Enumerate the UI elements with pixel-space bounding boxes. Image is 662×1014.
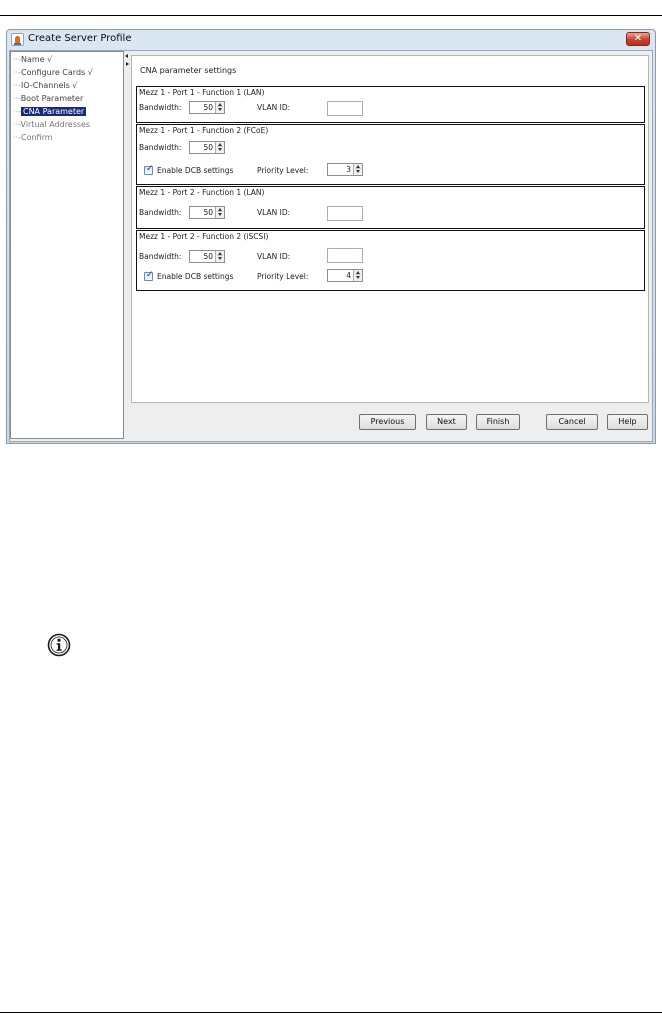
group-title: Mezz 1 - Port 1 - Function 1 (LAN): [139, 88, 265, 97]
bandwidth-label: Bandwidth:: [139, 252, 182, 261]
tree-item-confirm[interactable]: [13, 132, 53, 144]
tree-connector: ··-: [13, 107, 21, 116]
bandwidth-value: 50: [203, 208, 213, 217]
tree-item-io-channels[interactable]: [13, 80, 77, 92]
tree-connector: ··-: [13, 94, 21, 103]
bandwidth-spinner[interactable]: [189, 250, 225, 263]
spin-down-icon[interactable]: [217, 147, 223, 152]
bandwidth-value: 50: [203, 103, 213, 112]
expand-right-icon[interactable]: [126, 62, 129, 66]
priority-level-value: 4: [346, 271, 351, 280]
close-button[interactable]: ✕: [626, 32, 650, 46]
priority-level-label: Priority Level:: [257, 272, 309, 281]
enable-dcb-checkbox[interactable]: [144, 272, 153, 281]
info-icon: [47, 633, 71, 657]
enable-dcb-label: Enable DCB settings: [157, 166, 234, 175]
bandwidth-spinner[interactable]: [189, 141, 225, 154]
splitter[interactable]: [124, 51, 130, 439]
spinner-buttons: [215, 207, 224, 218]
bandwidth-value: 50: [203, 143, 213, 152]
spin-down-icon[interactable]: [355, 169, 361, 174]
cna-group-port2-func1: [136, 186, 645, 229]
vlan-id-input[interactable]: [327, 248, 363, 263]
spin-down-icon[interactable]: [217, 256, 223, 261]
cna-group-port1-func1: [136, 86, 645, 123]
bandwidth-label: Bandwidth:: [139, 143, 182, 152]
spinner-buttons: [215, 251, 224, 262]
priority-level-spinner[interactable]: [327, 269, 363, 282]
checkmark-icon: ✓: [146, 164, 154, 174]
cancel-button[interactable]: Cancel: [546, 414, 598, 430]
bandwidth-spinner[interactable]: [189, 101, 225, 114]
vlan-id-input[interactable]: [327, 101, 363, 116]
bottom-rule: [0, 1012, 662, 1013]
tree-connector: ··-: [13, 120, 21, 129]
tree-item-virtual-addresses[interactable]: [13, 119, 90, 131]
tree-item-label: Name √: [20, 55, 53, 64]
priority-level-value: 3: [346, 165, 351, 174]
spin-down-icon[interactable]: [217, 212, 223, 217]
wizard-step-tree: [10, 51, 124, 439]
spinner-buttons: [353, 270, 362, 281]
bandwidth-value: 50: [203, 252, 213, 261]
tree-connector: ··-: [13, 68, 21, 77]
next-button[interactable]: Next: [426, 414, 467, 430]
vlan-id-label: VLAN ID:: [257, 252, 291, 261]
top-rule: [0, 15, 662, 16]
tree-item-label: Virtual Addresses: [20, 120, 91, 129]
spinner-buttons: [353, 164, 362, 175]
enable-dcb-checkbox[interactable]: [144, 166, 153, 175]
tree-item-name[interactable]: [13, 54, 52, 66]
java-app-icon: [11, 33, 24, 46]
group-title: Mezz 1 - Port 2 - Function 2 (iSCSI): [139, 232, 269, 241]
spinner-buttons: [215, 142, 224, 153]
priority-level-spinner[interactable]: [327, 163, 363, 176]
cna-settings-panel: [131, 55, 649, 403]
tree-item-cna-parameter[interactable]: [13, 106, 86, 118]
tree-item-boot-parameter[interactable]: [13, 93, 83, 105]
finish-button[interactable]: Finish: [476, 414, 520, 430]
tree-item-configure-cards[interactable]: [13, 67, 93, 79]
panel-title: CNA parameter settings: [140, 66, 237, 75]
priority-level-label: Priority Level:: [257, 166, 309, 175]
tree-item-label: Configure Cards √: [20, 68, 93, 77]
tree-item-label: Boot Parameter: [20, 94, 84, 103]
bandwidth-spinner[interactable]: [189, 206, 225, 219]
tree-item-label: Confirm: [20, 133, 53, 142]
vlan-id-label: VLAN ID:: [257, 103, 291, 112]
previous-button[interactable]: Previous: [359, 414, 416, 430]
spinner-buttons: [215, 102, 224, 113]
tree-connector: ··-: [13, 133, 21, 142]
tree-connector: ··-: [13, 81, 21, 90]
checkmark-icon: ✓: [146, 270, 154, 280]
title-bar[interactable]: [7, 30, 655, 50]
tree-item-label: CNA Parameter: [22, 107, 85, 116]
enable-dcb-label: Enable DCB settings: [157, 272, 234, 281]
vlan-id-input[interactable]: [327, 206, 363, 221]
help-button[interactable]: Help: [607, 414, 648, 430]
spin-down-icon[interactable]: [355, 275, 361, 280]
create-server-profile-window: [6, 29, 656, 444]
window-title: Create Server Profile: [28, 33, 132, 44]
tree-item-label: IO-Channels √: [20, 81, 78, 90]
group-title: Mezz 1 - Port 2 - Function 1 (LAN): [139, 188, 265, 197]
collapse-left-icon[interactable]: [125, 54, 128, 58]
cna-group-port1-func2: [136, 124, 645, 185]
dialog-client-area: [9, 50, 653, 442]
tree-connector: ··-: [13, 55, 21, 64]
group-title: Mezz 1 - Port 1 - Function 2 (FCoE): [139, 126, 269, 135]
bandwidth-label: Bandwidth:: [139, 208, 182, 217]
spin-down-icon[interactable]: [217, 107, 223, 112]
cna-group-port2-func2: [136, 230, 645, 291]
vlan-id-label: VLAN ID:: [257, 208, 291, 217]
bandwidth-label: Bandwidth:: [139, 103, 182, 112]
